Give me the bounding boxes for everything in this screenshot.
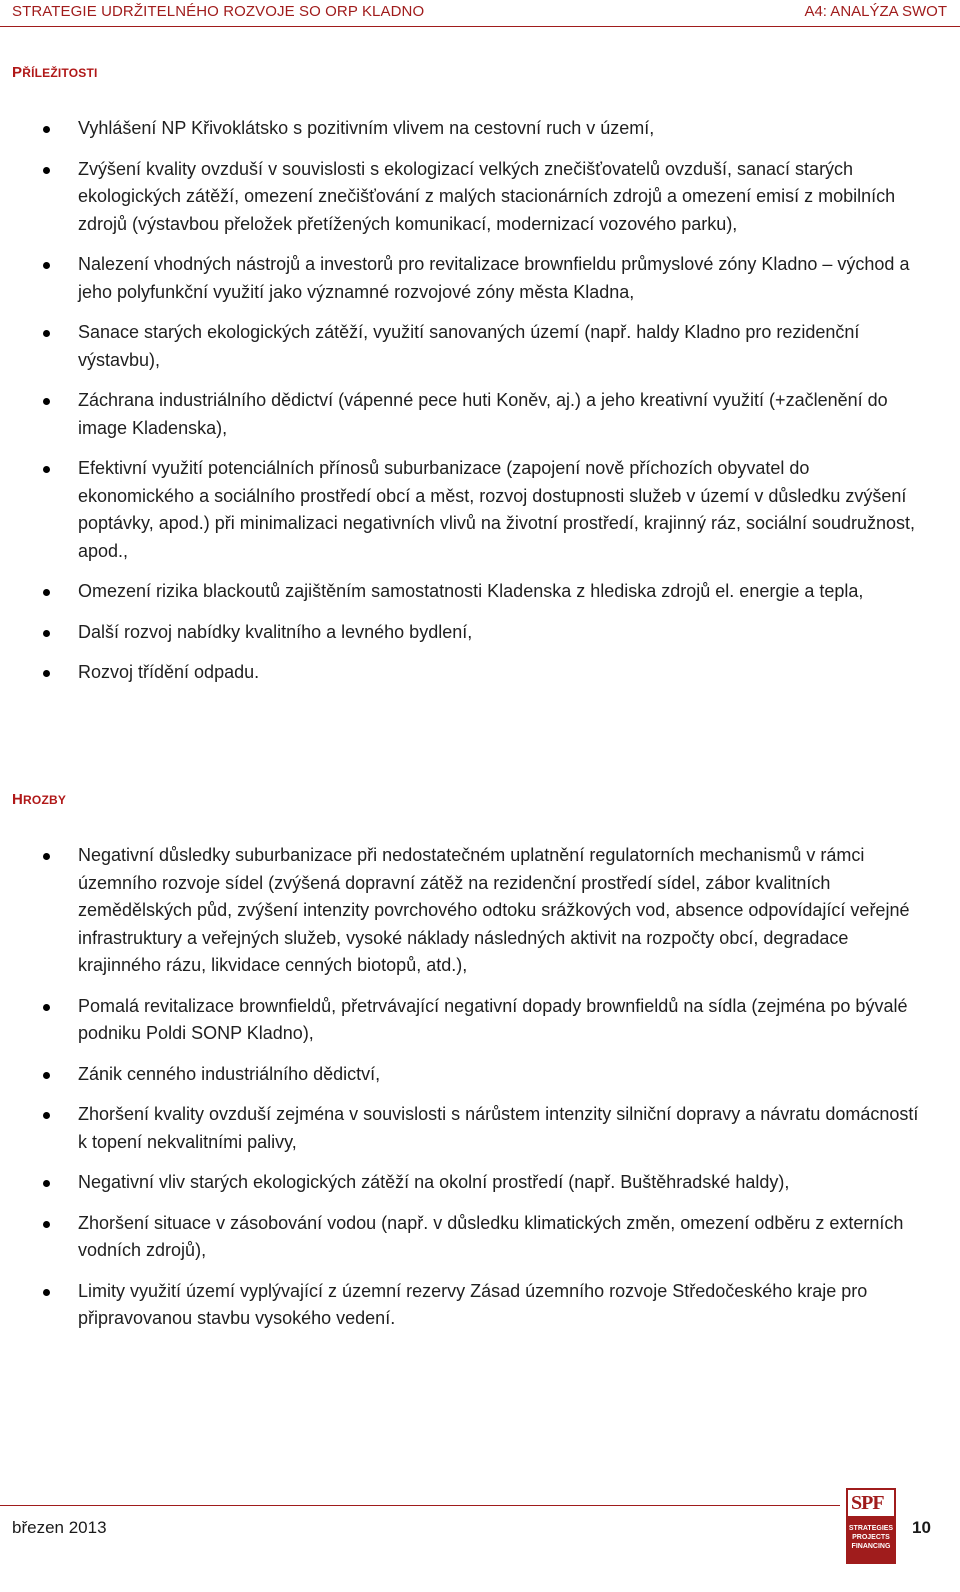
opportunities-heading-initial: P bbox=[12, 64, 23, 81]
list-item bbox=[0, 842, 960, 980]
list-item-text: Zánik cenného industriálního dědictví, bbox=[78, 1063, 381, 1084]
bullet-icon bbox=[43, 398, 50, 405]
list-item bbox=[0, 319, 960, 374]
list-item bbox=[0, 115, 960, 143]
bullet-icon bbox=[43, 466, 50, 473]
list-item-text: Zvýšení kvality ovzduší v souvislosti s ekologizací velkých znečišťovatelů ovzduší, sanací starých ekologických zátěží, omezení znečišťování z malých stacionárních zdrojů a omezení emisí z mobilních zdrojů (výstavbou přeložek přetížených komunikací, modernizací vozového parku), bbox=[78, 158, 896, 234]
list-item bbox=[0, 578, 960, 606]
bullet-icon bbox=[43, 670, 50, 677]
threats-heading-initial: H bbox=[12, 791, 24, 808]
logo-caption bbox=[846, 1524, 896, 1551]
list-item bbox=[0, 1061, 960, 1089]
logo-mark bbox=[846, 1488, 896, 1518]
footer-date: březen 2013 bbox=[12, 1518, 107, 1537]
list-item-text: Efektivní využití potenciálních přínosů suburbanizace (zapojení nově příchozích obyvatel do ekonomického a sociálního prostředí obcí a měst, rozvoj dostupnosti služeb v území v důsledku zvýšení poptávky, apod.) při minimalizaci negativních vlivů na životní prostředí, krajinný ráz, sociální soudružnost, apod., bbox=[78, 458, 916, 561]
list-item-text: Negativní důsledky suburbanizace při nedostatečném uplatnění regulatorních mechanismů v rámci územního rozvoje sídel (zvýšená dopravní zátěž na rezidenční prostředí sídel, zábor kvalitních zemědělských půd, zvýšení intenzity povrchového odtoku srážkových vod, absence odpovídající veřejné infrastruktury a veřejných služeb, vysoké náklady následných aktivit na rozpočty obcí, degradace krajinného rázu, likvidace cenných biotopů, atd.), bbox=[78, 845, 910, 975]
list-item-text: Další rozvoj nabídky kvalitního a levného bydlení, bbox=[78, 621, 473, 642]
spf-logo bbox=[846, 1488, 896, 1564]
list-item-text: Sanace starých ekologických zátěží, využití sanovaných území (např. haldy Kladno pro rezidenční výstavbu), bbox=[78, 322, 860, 370]
header-divider bbox=[0, 26, 960, 27]
bullet-icon bbox=[43, 330, 50, 337]
list-item bbox=[0, 659, 960, 687]
bullet-icon bbox=[43, 589, 50, 596]
list-item-text: Pomalá revitalizace brownfieldů, přetrvávající negativní dopady brownfieldů na sídla (zejména po bývalé podniku Poldi SONP Kladno), bbox=[78, 995, 908, 1043]
bullet-icon bbox=[43, 262, 50, 269]
list-item-text: Záchrana industriálního dědictví (vápenné pece huti Koněv, aj.) a jeho kreativní využití (+začlenění do image Kladenska), bbox=[78, 390, 888, 438]
list-item-text: Negativní vliv starých ekologických zátěží na okolní prostředí (např. Buštěhradské haldy), bbox=[78, 1172, 790, 1192]
logo-mark-text: SPF bbox=[851, 1492, 884, 1514]
threats-heading bbox=[12, 791, 66, 808]
list-item bbox=[0, 455, 960, 565]
list-item bbox=[0, 1101, 960, 1156]
logo-line: STRATEGIES bbox=[848, 1525, 894, 1532]
list-item-text: Vyhlášení NP Křivoklátsko s pozitivním vlivem na cestovní ruch v území, bbox=[78, 118, 655, 138]
bullet-icon bbox=[43, 630, 50, 637]
bullet-icon bbox=[43, 1289, 50, 1296]
document-title: STRATEGIE UDRŽITELNÉHO ROZVOJE SO ORP KLADNO bbox=[12, 3, 425, 20]
list-item-text: Omezení rizika blackoutů zajištěním samostatnosti Kladenska z hlediska zdrojů el. energie a tepla, bbox=[78, 581, 864, 601]
bullet-icon bbox=[43, 1072, 50, 1079]
opportunities-list bbox=[0, 115, 960, 700]
bullet-icon bbox=[43, 126, 50, 133]
section-label: A4: ANALÝZA SWOT bbox=[804, 3, 947, 20]
list-item bbox=[0, 1278, 960, 1333]
list-item-text: Zhoršení kvality ovzduší zejména v souvislosti s nárůstem intenzity silniční dopravy a návratu domácností k topení nekvalitními palivy, bbox=[78, 1104, 919, 1152]
list-item bbox=[0, 1210, 960, 1265]
list-item-text: Nalezení vhodných nástrojů a investorů pro revitalizace brownfieldu průmyslové zóny Kladno – východ a jeho polyfunkční využití jako významné rozvojové zóny města Kladna, bbox=[78, 254, 910, 302]
list-item bbox=[0, 619, 960, 647]
bullet-icon bbox=[43, 1112, 50, 1119]
footer-divider bbox=[0, 1505, 840, 1506]
threats-heading-rest: ROZBY bbox=[23, 793, 67, 807]
logo-line: FINANCING bbox=[851, 1543, 891, 1550]
bullet-icon bbox=[43, 1221, 50, 1228]
opportunities-heading-rest: ŘÍLEŽITOSTI bbox=[22, 66, 98, 80]
opportunities-heading bbox=[12, 64, 98, 81]
page-number: 10 bbox=[912, 1518, 931, 1537]
list-item-text: Limity využití území vyplývající z územní rezervy Zásad územního rozvoje Středočeského kraje pro připravovanou stavbu vysokého vedení. bbox=[78, 1280, 868, 1328]
list-item bbox=[0, 387, 960, 442]
bullet-icon bbox=[43, 1004, 50, 1011]
list-item bbox=[0, 156, 960, 239]
bullet-icon bbox=[43, 1180, 50, 1187]
list-item bbox=[0, 993, 960, 1048]
threats-list bbox=[0, 842, 960, 1346]
bullet-icon bbox=[43, 167, 50, 174]
list-item-text: Zhoršení situace v zásobování vodou (např. v důsledku klimatických změn, omezení odběru z externích vodních zdrojů), bbox=[78, 1212, 904, 1260]
logo-line: PROJECTS bbox=[852, 1534, 890, 1541]
list-item bbox=[0, 1169, 960, 1197]
bullet-icon bbox=[43, 853, 50, 860]
page-header bbox=[0, 0, 960, 24]
list-item-text: Rozvoj třídění odpadu. bbox=[78, 662, 260, 682]
list-item bbox=[0, 251, 960, 306]
